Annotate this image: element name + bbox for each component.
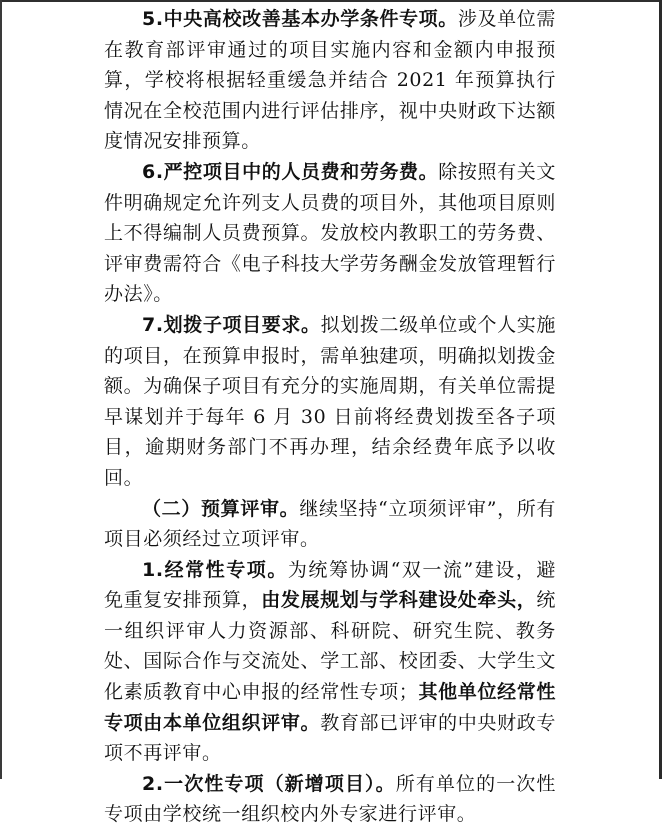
- paragraph-item-7: [104, 310, 556, 494]
- top-border: [0, 0, 662, 2]
- emphasis-text: 其他单位经常性专项由本单位组织评审。: [104, 681, 557, 734]
- paragraph-heading: 2.一次性专项（新增项目）。: [142, 772, 396, 795]
- paragraph-heading: 1.经常性专项。: [142, 558, 288, 581]
- paragraph-heading: 7.划拨子项目要求。: [142, 313, 321, 336]
- paragraph-heading: 6.严控项目中的人员费和劳务费。: [142, 160, 439, 183]
- paragraph-item-5: [104, 4, 556, 157]
- paragraph-text: 所有单位的一次性专项由学校统一组织校内外专家进行评审。: [104, 772, 556, 826]
- paragraph-text: 为统筹协调“双一流”建设，避免重复安排预算，: [104, 558, 557, 612]
- paragraph-item-6: [104, 157, 556, 310]
- paragraph-heading: 5.中央高校改善基本办学条件专项。: [142, 8, 458, 30]
- paragraph-text: 继续坚持“立项须评审”，所有项目必须经过立项评审。: [104, 497, 556, 551]
- document-body: [104, 4, 556, 830]
- paragraph-text: 统一组织评审人力资源部、科研院、研究生院、教务处、国际合作与交流处、学工部、校团委、大学生文化素质教育中心申报的经常性专项；: [104, 589, 556, 704]
- paragraph-text: 拟划拨二级单位或个人实施的项目，在预算申报时，需单独建项，明确拟划拨金额。为确保子项目有充分的实施周期，有关单位需提早谋划并于每年 6 月 30 日前将经费划拨至各子项目，逾期财务部门不再办理，结余经费年底予以收回。: [104, 313, 556, 489]
- left-border: [0, 0, 2, 779]
- paragraph-item-one-time: [104, 769, 556, 830]
- section-budget-review: [104, 494, 556, 555]
- paragraph-item-recurring: [104, 555, 556, 769]
- paragraph-text: 除按照有关文件明确规定允许列支人员费的项目外，其他项目原则上不得编制人员费预算。发放校内教职工的劳务费、评审费需符合《电子科技大学劳务酬金发放管理暂行办法》。: [104, 160, 556, 306]
- emphasis-text: 由发展规划与学科建设处牵头，: [261, 589, 537, 612]
- paragraph-text: 涉及单位需在教育部评审通过的项目实施内容和金额内申报预算，学校将根据轻重缓急并结合 2021 年预算执行情况在全校范围内进行评估排序，视中央财政下达额度情况安排预算。: [104, 8, 556, 153]
- section-heading: （二）预算评审。: [142, 497, 300, 520]
- paragraph-text: 教育部已评审的中央财政专项不再评审。: [104, 711, 556, 765]
